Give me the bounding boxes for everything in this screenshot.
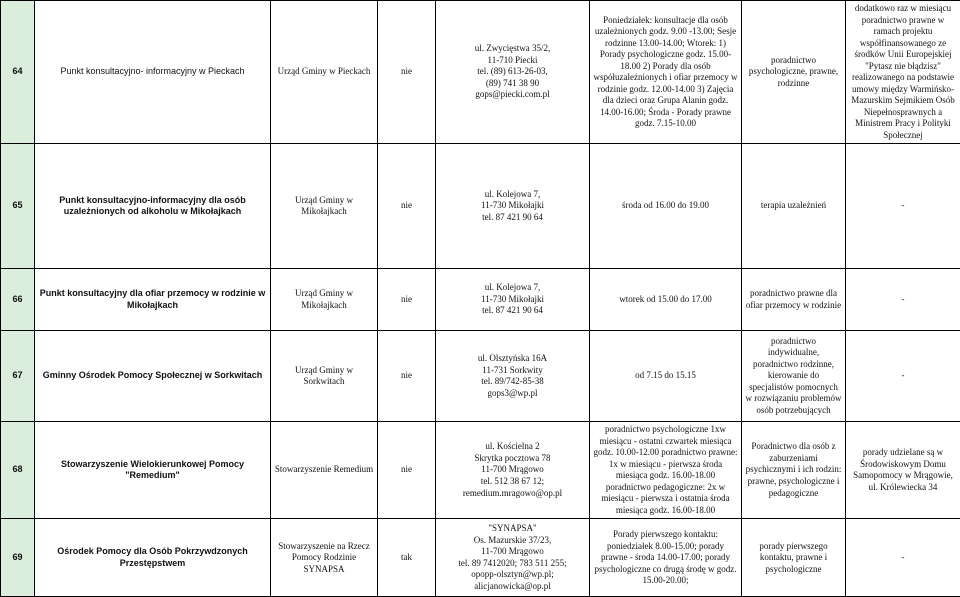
services: Poradnictwo dla osób z zaburzeniami psychicznymi i ich rodzin: prawne, psychologiczne i pedagogiczne	[742, 422, 846, 519]
address-contact: ul. Kościelna 2 Skrytka pocztowa 78 11-700 Mrągowo tel. 512 38 67 12; remedium.mragowo@op.pl	[436, 422, 590, 519]
paid-flag: nie	[378, 422, 436, 519]
services: poradnictwo psychologiczne, prawne, rodzinne	[742, 1, 846, 144]
paid-flag: nie	[378, 269, 436, 331]
opening-hours: poradnictwo psychologiczne 1xw miesiącu - ostatni czwartek miesiąca godz. 10.00-12.00 poradnictwo prawne: 1x w miesiącu - pierwsza środa miesiąca godz. 16.00-18.00 poradnictwo pedagogiczne: 2x w miesiącu - pierwsza i ostatnia środa miesiąca godz. 16.00-18.00	[590, 422, 742, 519]
row-number: 67	[1, 331, 35, 422]
paid-flag: nie	[378, 331, 436, 422]
row-number: 66	[1, 269, 35, 331]
notes: -	[846, 144, 960, 269]
address-contact: ul. Zwycięstwa 35/2, 11-710 Piecki tel. (89) 613-26-03, (89) 741 38 90 gops@piecki.com.pl	[436, 1, 590, 144]
institution-name: Punkt konsultacyjny dla ofiar przemocy w rodzinie w Mikołajkach	[35, 269, 271, 331]
institution-name: Stowarzyszenie Wielokierunkowej Pomocy "Remedium"	[35, 422, 271, 519]
paid-flag: tak	[378, 519, 436, 597]
table-row	[1, 422, 960, 519]
organizer: Urząd Gminy w Mikołajkach	[271, 269, 378, 331]
address-contact: ul. Olsztyńska 16A 11-731 Sorkwity tel. 89/742-85-38 gops3@wp.pl	[436, 331, 590, 422]
row-number: 68	[1, 422, 35, 519]
services: terapia uzależnień	[742, 144, 846, 269]
paid-flag: nie	[378, 1, 436, 144]
row-number: 65	[1, 144, 35, 269]
table-row	[1, 519, 960, 597]
table-row	[1, 331, 960, 422]
table-row	[1, 1, 960, 144]
opening-hours: Poniedziałek: konsultacje dla osób uzależnionych godz. 9.00 -13.00; Sesje rodzinne 13.00-14.00; Wtorek: 1) Porady psychologiczne godz. 15.00-18.00 2) Porady dla osób współuzależnionych i ofiar przemocy w rodzinie godz. 12.00-14.00 3) Zajęcia dla dzieci oraz Grupa Alanin godz. 14.00-16.00; Środa - Porady prawne godz. 7.15-10.00	[590, 1, 742, 144]
notes: dodatkowo raz w miesiącu poradnictwo prawne w ramach projektu współfinansowanego ze środków Unii Europejskiej "Pytasz nie błądzisz" realizowanego na podstawie umowy między Warmińsko-Mazurskim Sejmikiem Osób Niepełnosprawnych a Ministrem Pracy i Polityki Społecznej	[846, 1, 960, 144]
services: porady pierwszego kontaktu, prawne i psychologiczne	[742, 519, 846, 597]
opening-hours: wtorek od 15.00 do 17.00	[590, 269, 742, 331]
opening-hours: środa od 16.00 do 19.00	[590, 144, 742, 269]
address-contact: ul. Kolejowa 7, 11-730 Mikołajki tel. 87 421 90 64	[436, 269, 590, 331]
organizer: Urząd Gminy w Sorkwitach	[271, 331, 378, 422]
table-row	[1, 269, 960, 331]
notes: -	[846, 331, 960, 422]
institution-name: Punkt konsultacyjno-informacyjny dla osób uzależnionych od alkoholu w Mikołajkach	[35, 144, 271, 269]
organizer: Urząd Gminy w Pieckach	[271, 1, 378, 144]
row-number: 69	[1, 519, 35, 597]
organizer: Stowarzyszenie Remedium	[271, 422, 378, 519]
organizer: Stowarzyszenie na Rzecz Pomocy Rodzinie SYNAPSA	[271, 519, 378, 597]
paid-flag: nie	[378, 144, 436, 269]
institution-name: Ośrodek Pomocy dla Osób Pokrzywdzonych Przestępstwem	[35, 519, 271, 597]
notes: -	[846, 519, 960, 597]
services: poradnictwo prawne dla ofiar przemocy w rodzinie	[742, 269, 846, 331]
address-contact: ul. Kolejowa 7, 11-730 Mikołajki tel. 87 421 90 64	[436, 144, 590, 269]
notes: porady udzielane są w Środowiskowym Domu Samopomocy w Mrągowie, ul. Królewiecka 34	[846, 422, 960, 519]
institution-name: Punkt konsultacyjno- informacyjny w Pieckach	[35, 1, 271, 144]
organizer: Urząd Gminy w Mikołajkach	[271, 144, 378, 269]
row-number: 64	[1, 1, 35, 144]
notes: -	[846, 269, 960, 331]
address-contact: "SYNAPSA" Os. Mazurskie 37/23, 11-700 Mrągowo tel. 89 7412020; 783 511 255; opopp-olsztyn@wp.pl; alicjanowicka@op.pl	[436, 519, 590, 597]
services: poradnictwo indywidualne, poradnictwo rodzinne, kierowanie do specjalistów pomocnych w rozwiązaniu problemów osób potrzebujących	[742, 331, 846, 422]
opening-hours: od 7.15 do 15.15	[590, 331, 742, 422]
table-row	[1, 144, 960, 269]
institution-name: Gminny Ośrodek Pomocy Społecznej w Sorkwitach	[35, 331, 271, 422]
opening-hours: Porady pierwszego kontaktu: poniedziałek 8.00-15.00; porady prawne - środa 14.00-17.00; porady psychologiczne co drugą środę w godz. 15.00-20.00;	[590, 519, 742, 597]
